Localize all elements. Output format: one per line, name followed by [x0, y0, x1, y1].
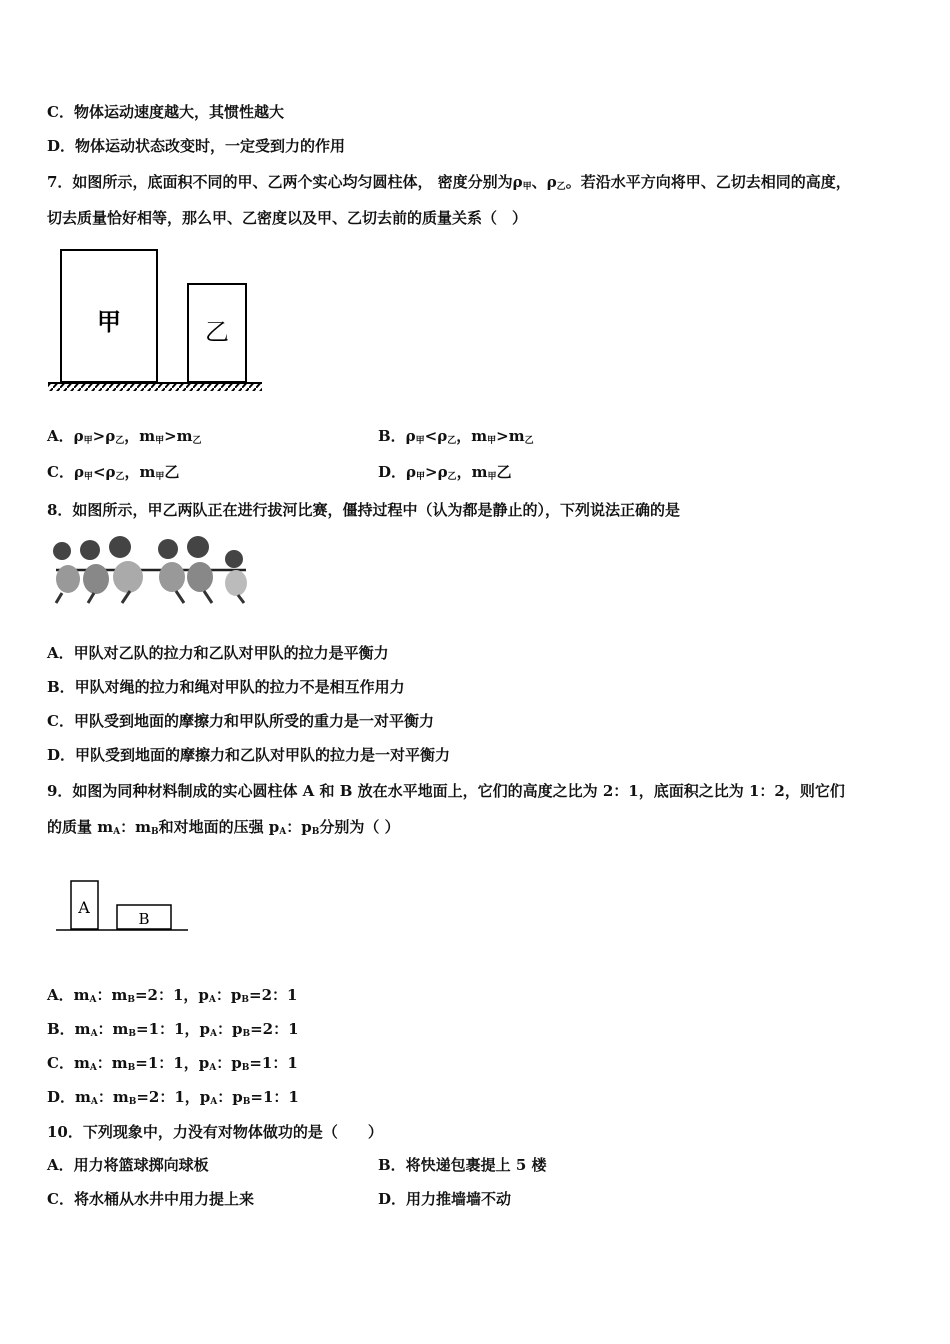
- q9-option-d: D．$m_A$：$m_B=2$：1，$p_A$：$p_B=1$：1: [47, 1088, 299, 1107]
- q8-option-c: C．甲队受到地面的摩擦力和甲队所受的重力是一对平衡力: [47, 712, 434, 730]
- label-a: A: [78, 898, 90, 917]
- q7-stem-line2: 切去质量恰好相等，那么甲、乙密度以及甲、乙切去前的质量关系（ ）: [47, 209, 528, 227]
- q10-option-a: A．用力将篮球掷向球板: [47, 1156, 209, 1174]
- q7-option-a: A．$\rho_甲>\rho_乙$，$m_甲>m_乙$: [47, 427, 202, 446]
- label-jia: 甲: [97, 307, 121, 336]
- label-b: B: [138, 910, 150, 928]
- q10-option-d: D．用力推墙墙不动: [378, 1190, 512, 1208]
- q10-option-b: B．将快递包裹提上 5 楼: [378, 1156, 547, 1174]
- q8-stem: 8．如图所示，甲乙两队正在进行拔河比赛，僵持过程中（认为都是静止的），下列说法正确的是: [47, 501, 680, 519]
- q9-option-b: B．$m_A$：$m_B=1$：1，$p_A$：$p_B=2$：1: [47, 1020, 299, 1039]
- q7-option-b: B．$\rho_甲<\rho_乙$，$m_甲>m_乙$: [378, 427, 534, 446]
- label-yi: 乙: [205, 318, 229, 346]
- q9-stem-line1: 9．如图为同种材料制成的实心圆柱体 A 和 B 放在水平地面上，它们的高度之比为 2：1，底面积之比为 1：2，则它们: [47, 782, 845, 800]
- q7-option-c: C．$\rho_甲<\rho_乙$，$m_甲$乙: [47, 463, 180, 482]
- q7-stem-line1: 7．如图所示，底面积不同的甲、乙两个实心均匀圆柱体， 密度分别为$\rho_甲$、$\rho_乙$。若沿水平方向将甲、乙切去相同的高度，: [47, 173, 851, 192]
- ground-hatch: [48, 384, 262, 391]
- q6-option-d: D．物体运动状态改变时，一定受到力的作用: [47, 137, 346, 155]
- q7-option-d: D．$\rho_甲>\rho_乙$，$m_甲$乙: [378, 463, 512, 482]
- q9-figure-cylinders: [54, 877, 190, 935]
- q8-option-b: B．甲队对绳的拉力和绳对甲队的拉力不是相互作用力: [47, 678, 405, 696]
- q10-option-c: C．将水桶从水井中用力提上来: [47, 1190, 254, 1208]
- q6-option-c: C．物体运动速度越大，其惯性越大: [47, 103, 284, 121]
- q9-option-a: A．$m_A$：$m_B=2$：1，$p_A$：$p_B=2$：1: [47, 986, 298, 1005]
- q7-figure-cylinders: [46, 244, 266, 396]
- q8-option-d: D．甲队受到地面的摩擦力和乙队对甲队的拉力是一对平衡力: [47, 746, 451, 764]
- q9-option-c: C．$m_A$：$m_B=1$：1，$p_A$：$p_B=1$：1: [47, 1054, 298, 1073]
- q8-tug-of-war-illustration: [46, 533, 256, 605]
- q9-stem-line2: 的质量 $m_A$：$m_B$和对地面的压强 $p_A$：$p_B$分别为（ ）: [47, 818, 400, 837]
- q8-option-a: A．甲队对乙队的拉力和乙队对甲队的拉力是平衡力: [47, 644, 389, 662]
- team-jia: [53, 536, 143, 603]
- q10-stem: 10．下列现象中，力没有对物体做功的是（ ）: [47, 1123, 383, 1141]
